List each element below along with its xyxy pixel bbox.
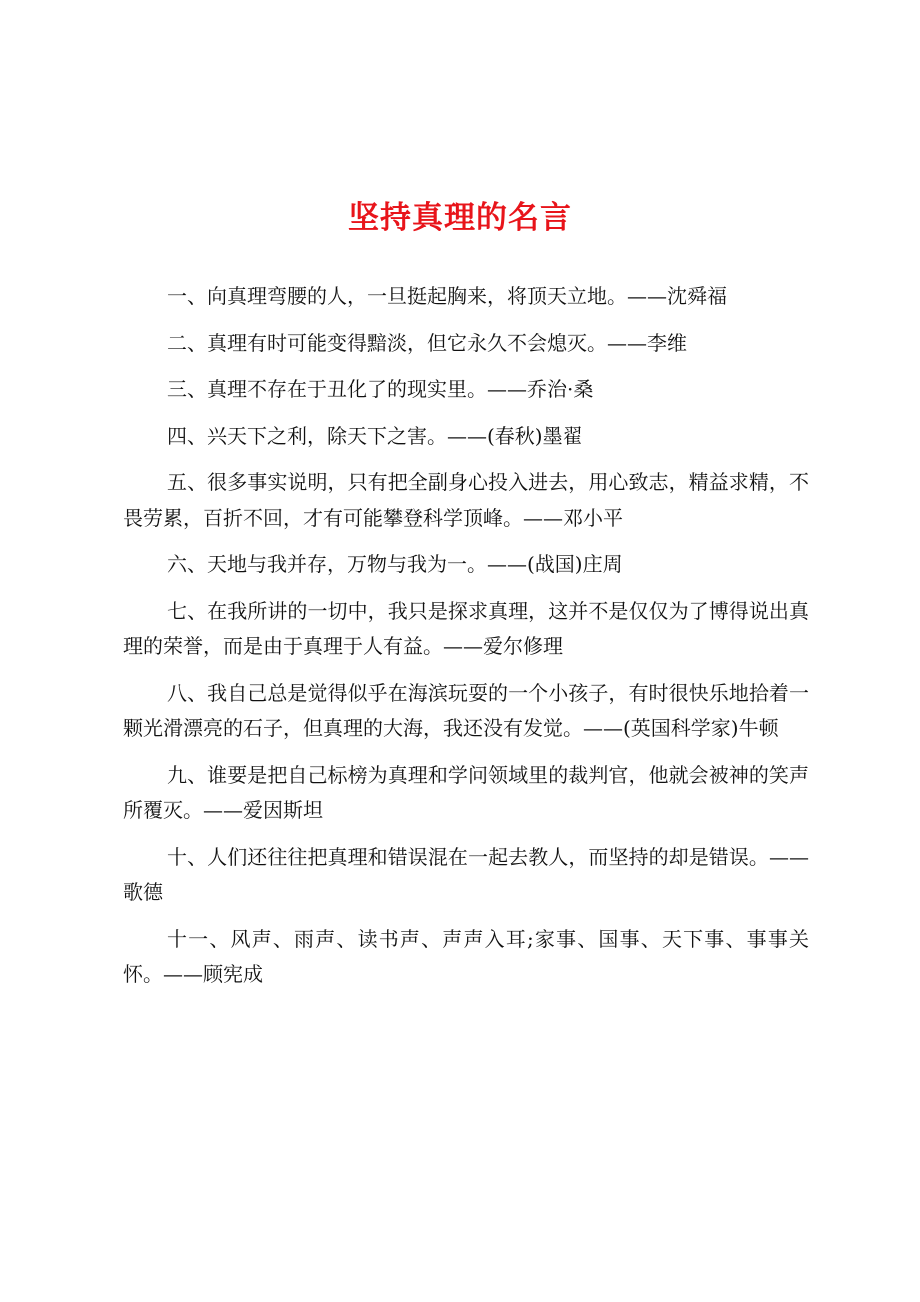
quote-item: 六、天地与我并存，万物与我为一。——(战国)庄周 [167, 552, 623, 576]
quote-item: 一、向真理弯腰的人，一旦挺起胸来，将顶天立地。——沈舜福 [167, 284, 727, 308]
quote-item: 九、谁要是把自己标榜为真理和学问领域里的裁判官，他就会被神的笑声所覆灭。——爱因斯坦 [123, 762, 809, 822]
quote-item: 七、在我所讲的一切中，我只是探求真理，这并不是仅仅为了博得说出真理的荣誉，而是由于真理于人有益。——爱尔修理 [123, 598, 809, 658]
quote-item: 十、人们还往往把真理和错误混在一起去教人，而坚持的却是错误。——歌德 [123, 844, 809, 904]
quote-item: 三、真理不存在于丑化了的现实里。——乔治·桑 [167, 377, 594, 401]
document-title: 坚持真理的名言 [348, 200, 572, 236]
quote-list [123, 279, 809, 1004]
quote-item: 五、很多事实说明，只有把全副身心投入进去，用心致志，精益求精，不畏劳累，百折不回，才有可能攀登科学顶峰。——邓小平 [123, 470, 809, 530]
quote-item: 四、兴天下之利，除天下之害。——(春秋)墨翟 [167, 423, 583, 448]
quote-item: 八、我自己总是觉得似乎在海滨玩耍的一个小孩子，有时很快乐地拾着一颗光滑漂亮的石子，但真理的大海，我还没有发觉。——(英国科学家)牛顿 [123, 680, 809, 740]
quote-item: 二、真理有时可能变得黯淡，但它永久不会熄灭。——李维 [167, 330, 687, 355]
quote-item: 十一、风声、雨声、读书声、声声入耳;家事、国事、天下事、事事关怀。——顾宪成 [123, 926, 809, 986]
